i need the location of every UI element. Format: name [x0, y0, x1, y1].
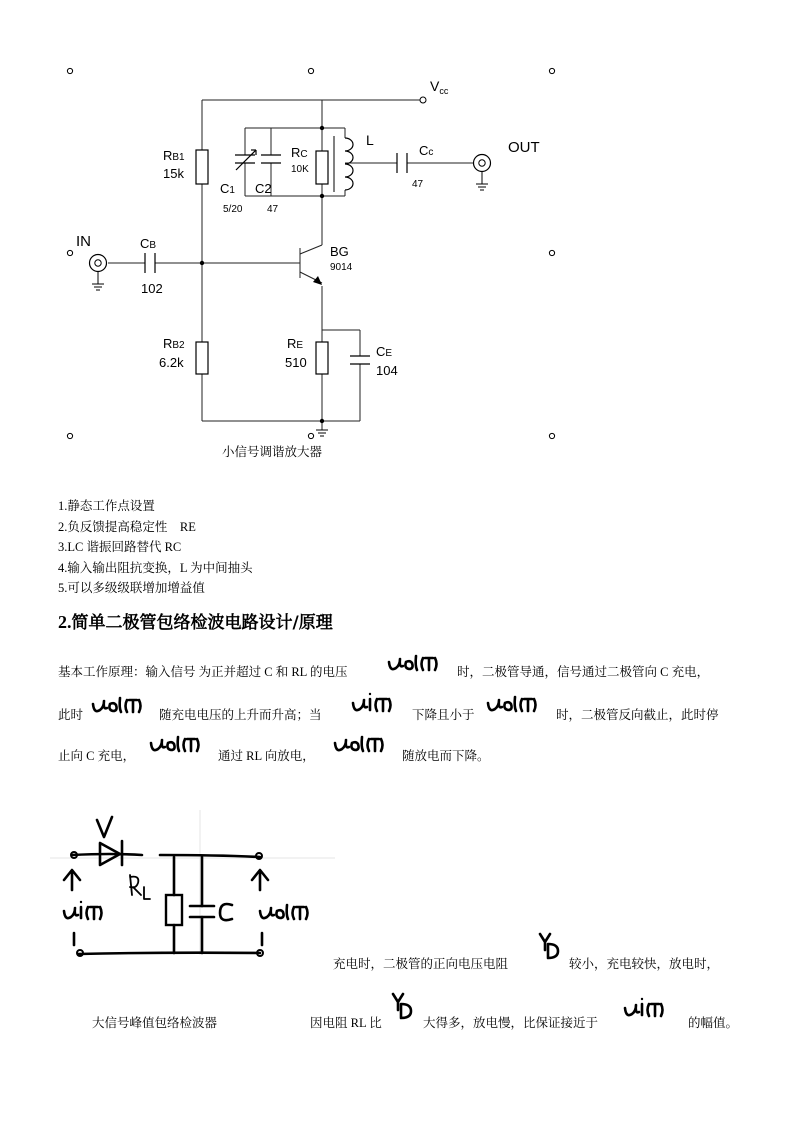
envelope-detector-sketch	[50, 805, 340, 975]
uo-t-symbol	[383, 650, 457, 674]
paragraph-line-3a: 止向 C 充电，	[58, 749, 136, 763]
inductor-l	[345, 138, 353, 190]
tuned-amplifier-schematic	[0, 0, 794, 470]
in-label: IN	[76, 233, 91, 250]
rc-label: RC	[291, 145, 308, 160]
uo-t-symbol	[327, 730, 405, 756]
capacitor-label-c	[220, 904, 232, 920]
note-line-1b: 较小，充电较快，放电时，	[569, 957, 720, 971]
paragraph-line-3c: 随放电而下降。	[402, 749, 490, 763]
c1-value: 5/20	[223, 204, 243, 215]
paragraph-line-2c: 下降且小于	[412, 708, 475, 722]
text-run: 基本工作原理：输入信号 为正并超过 C 和 RL 的电压	[58, 665, 348, 679]
capacitor-ce	[350, 356, 370, 364]
rb1-label: RB1	[163, 148, 185, 163]
circuit1-caption: 小信号调谐放大器	[222, 445, 323, 459]
section-title: 简单二极管包络检波电路设计/原理	[71, 613, 333, 633]
resistor-re	[316, 342, 328, 374]
circuit2-caption: 大信号峰值包络检波器	[92, 1016, 218, 1030]
resistor-rl	[166, 895, 182, 925]
paragraph-line-1	[58, 662, 347, 680]
rb2-label: RB2	[163, 336, 185, 351]
list-item: 4.输入输出阻抗变换，L 为中间抽头	[58, 560, 253, 575]
paragraph-line-3b: 通过 RL 向放电，	[218, 749, 315, 763]
rd-symbol	[389, 988, 423, 1026]
note-line-2b: 大得多，放电慢，比保证接近于	[423, 1016, 599, 1030]
cb-label: CB	[140, 236, 157, 251]
input-arrow	[64, 870, 80, 890]
note-line-1a: 充电时，二极管的正向电压电阻	[333, 957, 509, 971]
paragraph-line-2a: 此时	[58, 708, 84, 722]
rb1-value: 15k	[163, 166, 184, 181]
capacitor-cc	[397, 153, 407, 173]
resistor-rc	[316, 151, 328, 184]
text-run: 时，二极管导通，信号通过二极管向 C 充电，	[457, 665, 710, 679]
list-item: 2.负反馈提高稳定性 RE	[58, 519, 196, 534]
section-number: 2.	[58, 612, 72, 632]
paragraph-line-1b	[457, 662, 709, 680]
c2-value: 47	[267, 204, 279, 215]
ground-symbol	[316, 430, 328, 436]
ce-label: CE	[376, 344, 393, 359]
cc-label: Cc	[419, 143, 434, 158]
diode-label-v	[97, 817, 112, 837]
output-arrow	[252, 870, 268, 890]
c1-label: C1	[220, 181, 235, 196]
in-connector	[90, 255, 107, 291]
uo-t-symbol	[87, 691, 161, 717]
section-heading	[58, 608, 333, 633]
ui-t-symbol	[613, 990, 693, 1024]
paragraph-line-2b: 随充电电压的上升而升高；当	[159, 708, 322, 722]
c2-label: C2	[255, 181, 272, 196]
vcc-label: $V_{cc}$	[430, 78, 449, 96]
note-line-2c: 的幅值。	[688, 1016, 739, 1030]
feature-list	[58, 496, 253, 599]
re-value: 510	[285, 355, 307, 370]
resistor-rb2	[196, 342, 208, 374]
capacitor-c	[190, 906, 214, 917]
ce-value: 104	[376, 363, 398, 378]
rb2-value: 6.2k	[159, 355, 184, 370]
paragraph-line-2d: 时，二极管反向截止，此时停	[556, 708, 719, 722]
cb-value: 102	[141, 281, 163, 296]
transistor-label: BG	[330, 244, 349, 259]
transistor-value: 9014	[330, 262, 353, 273]
uo-t-symbol	[143, 730, 221, 756]
resistor-rb1	[196, 150, 208, 184]
inductor-label: L	[366, 132, 374, 148]
out-label: OUT	[508, 139, 540, 156]
note-line-2a: 因电阻 RL 比	[310, 1016, 382, 1030]
capacitor-c2	[261, 155, 281, 163]
rl-label	[130, 875, 141, 895]
re-label: RE	[287, 336, 304, 351]
list-item: 3.LC 谐振回路替代 RC	[58, 540, 182, 555]
cc-value: 47	[412, 179, 424, 190]
list-item: 1.静态工作点设置	[58, 499, 155, 513]
frame-handles	[67, 68, 554, 438]
uo-t-symbol	[480, 690, 560, 716]
rc-value: 10K	[291, 164, 309, 175]
list-item: 5.可以多级级联增加增益值	[58, 581, 205, 596]
capacitor-cb	[145, 253, 155, 273]
out-connector	[474, 155, 491, 191]
rd-symbol	[536, 928, 570, 966]
ui-t-symbol	[341, 685, 405, 717]
